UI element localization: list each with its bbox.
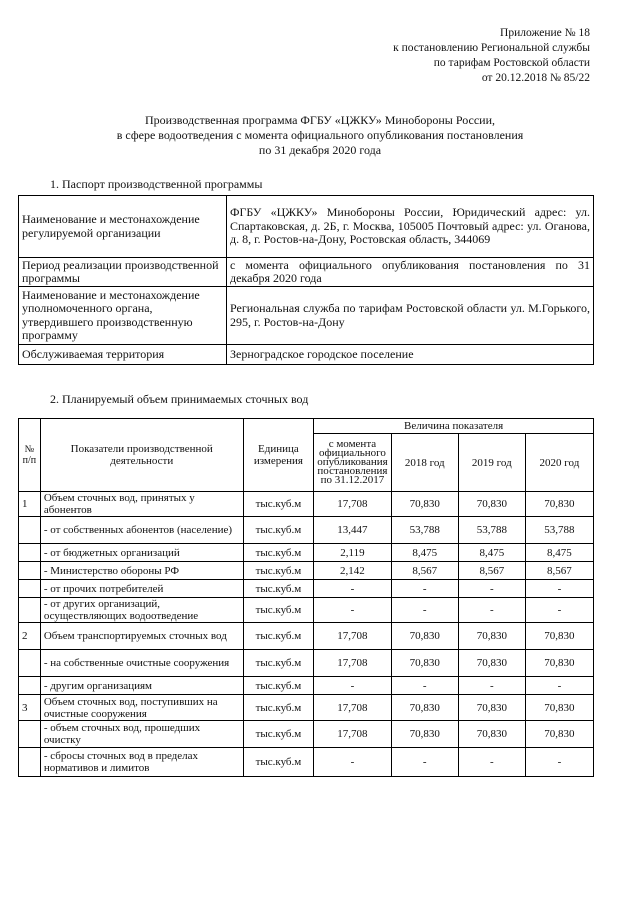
row-value-2018: 8,567 (391, 562, 458, 580)
row-value-2020: 70,830 (525, 492, 593, 517)
row-value-initial: 17,708 (314, 721, 391, 748)
row-value-2019: 70,830 (458, 623, 525, 650)
table-row (19, 623, 594, 650)
row-value-2018: 70,830 (391, 721, 458, 748)
row-value-2018: - (391, 580, 458, 598)
row-value-2019: - (458, 677, 525, 695)
row-value-2019: 8,475 (458, 544, 525, 562)
table-row (19, 598, 594, 623)
row-indicator: - от бюджетных организаций (40, 544, 243, 562)
table-row (19, 677, 594, 695)
row-value-initial: 2,119 (314, 544, 391, 562)
row-value-initial: - (314, 748, 391, 777)
passport-value: с момента официального опубликования постановления по 31 декабря 2020 года (227, 258, 594, 287)
row-value-2020: 70,830 (525, 695, 593, 721)
volume-table-body (19, 492, 594, 777)
row-value-2019: 70,830 (458, 721, 525, 748)
passport-row (19, 287, 594, 345)
row-number (19, 580, 41, 598)
table-row (19, 695, 594, 721)
row-value-initial: 13,447 (314, 517, 391, 544)
row-unit: тыс.куб.м (243, 598, 314, 623)
volume-table (18, 418, 594, 777)
title-line-2: в сфере водоотведения с момента официального опубликования постановления (116, 128, 524, 142)
header-col-0: с момента официального опубликования постановления по 31.12.2017 (314, 434, 391, 492)
row-unit: тыс.куб.м (243, 721, 314, 748)
header-group: Величина показателя (314, 419, 594, 434)
row-value-2019: 70,830 (458, 650, 525, 677)
row-number (19, 721, 41, 748)
row-indicator: - от прочих потребителей (40, 580, 243, 598)
row-value-2018: 53,788 (391, 517, 458, 544)
row-value-initial: - (314, 598, 391, 623)
row-unit: тыс.куб.м (243, 544, 314, 562)
row-value-2019: 70,830 (458, 492, 525, 517)
document-title (0, 113, 640, 158)
row-value-initial: - (314, 677, 391, 695)
annex-line-1: Приложение № 18 (500, 27, 590, 39)
row-value-2020: - (525, 677, 593, 695)
row-indicator: - на собственные очистные сооружения (40, 650, 243, 677)
header-row (19, 419, 594, 434)
row-indicator: Объем сточных вод, принятых у абонентов (40, 492, 243, 517)
row-value-2020: 70,830 (525, 623, 593, 650)
header-indicator: Показатели производственной деятельности (40, 419, 243, 492)
passport-row (19, 196, 594, 258)
header-num: № п/п (19, 419, 41, 492)
row-unit: тыс.куб.м (243, 517, 314, 544)
row-value-2020: - (525, 598, 593, 623)
row-unit: тыс.куб.м (243, 695, 314, 721)
section-2-heading: 2. Планируемый объем принимаемых сточных вод (50, 392, 309, 406)
row-value-2018: 70,830 (391, 623, 458, 650)
row-value-2020: 70,830 (525, 721, 593, 748)
row-number (19, 677, 41, 695)
row-unit: тыс.куб.м (243, 623, 314, 650)
row-unit: тыс.куб.м (243, 562, 314, 580)
row-number (19, 598, 41, 623)
row-number: 3 (19, 695, 41, 721)
row-number: 2 (19, 623, 41, 650)
annex-header (393, 26, 590, 86)
row-value-2018: - (391, 748, 458, 777)
passport-row (19, 258, 594, 287)
title-line-1: Производственная программа ФГБУ «ЦЖКУ» Минобороны России, (144, 113, 496, 127)
passport-value: Зерноградское городское поселение (227, 345, 594, 365)
row-unit: тыс.куб.м (243, 650, 314, 677)
row-indicator: Объем сточных вод, поступивших на очистные сооружения (40, 695, 243, 721)
row-value-2018: - (391, 677, 458, 695)
passport-row (19, 345, 594, 365)
table-row (19, 721, 594, 748)
row-value-initial: 2,142 (314, 562, 391, 580)
table-row (19, 580, 594, 598)
row-number (19, 650, 41, 677)
table-row (19, 562, 594, 580)
passport-label: Обслуживаемая территория (19, 345, 227, 365)
row-value-2018: 70,830 (391, 492, 458, 517)
annex-line-4: от 20.12.2018 № 85/22 (481, 72, 590, 84)
annex-line-3: по тарифам Ростовской области (433, 57, 590, 69)
row-number (19, 748, 41, 777)
row-value-2020: 8,475 (525, 544, 593, 562)
row-unit: тыс.куб.м (243, 580, 314, 598)
row-value-initial: 17,708 (314, 492, 391, 517)
header-col-1: 2018 год (391, 434, 458, 492)
row-value-2019: 53,788 (458, 517, 525, 544)
row-value-2019: - (458, 580, 525, 598)
table-row (19, 517, 594, 544)
passport-label: Наименование и местонахождение регулируемой организации (19, 196, 227, 258)
passport-label: Наименование и местонахождение уполномоченного органа, утвердившего производственную программу (19, 287, 227, 345)
row-value-2019: - (458, 748, 525, 777)
header-col-2: 2019 год (458, 434, 525, 492)
passport-label: Период реализации производственной программы (19, 258, 227, 287)
row-value-2018: 8,475 (391, 544, 458, 562)
row-value-initial: 17,708 (314, 650, 391, 677)
row-value-2020: 8,567 (525, 562, 593, 580)
row-value-initial: 17,708 (314, 695, 391, 721)
row-unit: тыс.куб.м (243, 677, 314, 695)
table-row (19, 650, 594, 677)
row-indicator: - объем сточных вод, прошедших очистку (40, 721, 243, 748)
header-col-3: 2020 год (525, 434, 593, 492)
row-value-2019: - (458, 598, 525, 623)
row-indicator: - от других организаций, осуществляющих водоотведение (40, 598, 243, 623)
passport-value: Региональная служба по тарифам Ростовской области ул. М.Горького, 295, г. Ростов-на-Дону (227, 287, 594, 345)
row-indicator: - от собственных абонентов (население) (40, 517, 243, 544)
row-value-2020: 70,830 (525, 650, 593, 677)
row-value-2019: 70,830 (458, 695, 525, 721)
table-row (19, 544, 594, 562)
row-indicator: - сбросы сточных вод в пределах нормативов и лимитов (40, 748, 243, 777)
passport-value: ФГБУ «ЦЖКУ» Минобороны России, Юридический адрес: ул. Спартаковская, д. 2Б, г. Москва, 105005 Почтовый адрес: ул. Оганова, д. 8, г. Ростов-на-Дону, Ростовская область, 344069 (227, 196, 594, 258)
header-unit: Единица измерения (243, 419, 314, 492)
row-number (19, 544, 41, 562)
row-indicator: - другим организациям (40, 677, 243, 695)
row-unit: тыс.куб.м (243, 492, 314, 517)
row-value-2020: - (525, 580, 593, 598)
row-value-initial: 17,708 (314, 623, 391, 650)
row-value-2020: - (525, 748, 593, 777)
row-unit: тыс.куб.м (243, 748, 314, 777)
row-indicator: - Министерство обороны РФ (40, 562, 243, 580)
row-value-2018: 70,830 (391, 695, 458, 721)
passport-table (18, 195, 594, 365)
title-line-3: по 31 декабря 2020 года (258, 143, 382, 157)
annex-line-2: к постановлению Региональной службы (393, 42, 590, 54)
row-number (19, 562, 41, 580)
row-value-2018: 70,830 (391, 650, 458, 677)
table-row (19, 492, 594, 517)
row-indicator: Объем транспортируемых сточных вод (40, 623, 243, 650)
table-row (19, 748, 594, 777)
row-value-initial: - (314, 580, 391, 598)
row-number: 1 (19, 492, 41, 517)
row-value-2020: 53,788 (525, 517, 593, 544)
row-value-2018: - (391, 598, 458, 623)
row-value-2019: 8,567 (458, 562, 525, 580)
row-number (19, 517, 41, 544)
section-1-heading: 1. Паспорт производственной программы (50, 177, 263, 191)
